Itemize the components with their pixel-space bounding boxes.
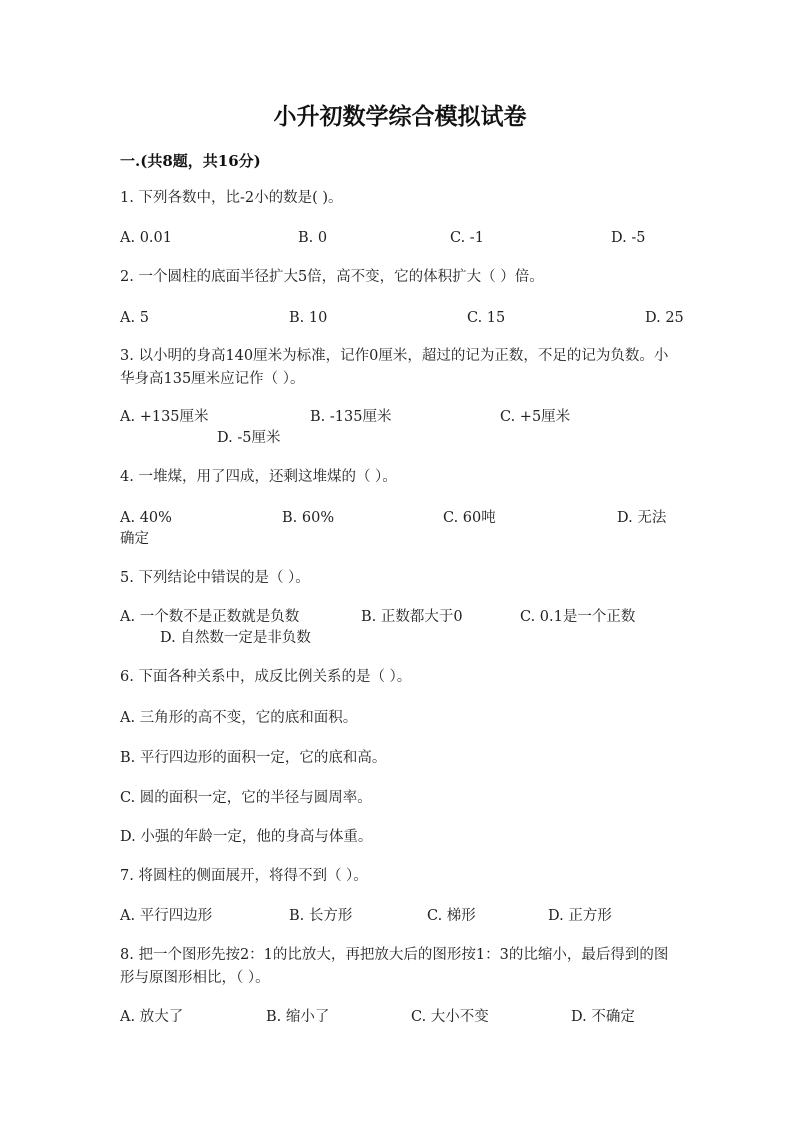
question-1: 1. 下列各数中，比-2小的数是( )。: [120, 190, 343, 206]
q3-option-a: A. +135厘米: [120, 409, 209, 425]
q1-option-a: A. 0.01: [120, 230, 172, 246]
q5-option-d: D. 自然数一定是非负数: [160, 630, 311, 646]
question-4: 4. 一堆煤，用了四成，还剩这堆煤的（ ）。: [120, 469, 397, 485]
q2-option-d: D. 25: [645, 310, 684, 326]
q3-option-d: D. -5厘米: [217, 430, 281, 446]
q6-option-a: A. 三角形的高不变，它的底和面积。: [120, 710, 358, 726]
q7-option-b: B. 长方形: [289, 908, 353, 924]
q4-option-d: D. 无法: [617, 510, 667, 526]
q3-option-c: C. +5厘米: [500, 409, 571, 425]
q8-option-b: B. 缩小了: [266, 1009, 330, 1025]
q7-option-a: A. 平行四边形: [120, 908, 213, 924]
question-8: 8. 把一个图形先按2：1的比放大，再把放大后的图形按1：3的比缩小，最后得到的图形与原图形相比，（ ）。: [120, 947, 669, 986]
question-2: 2. 一个圆柱的底面半径扩大5倍，高不变，它的体积扩大（ ）倍。: [120, 269, 544, 285]
question-3: 3. 以小明的身高140厘米为标准，记作0厘米，超过的记为正数，不足的记为负数。小华身高135厘米应记作（ ）。: [120, 348, 669, 387]
q7-option-c: C. 梯形: [427, 908, 476, 924]
q8-option-d: D. 不确定: [571, 1009, 635, 1025]
q8-option-c: C. 大小不变: [411, 1009, 489, 1025]
q3-option-b: B. -135厘米: [310, 409, 392, 425]
q5-option-a: A. 一个数不是正数就是负数: [120, 609, 300, 625]
q2-option-c: C. 15: [467, 310, 506, 326]
page-title: 小升初数学综合模拟试卷: [273, 103, 527, 130]
question-5: 5. 下列结论中错误的是（ ）。: [120, 570, 310, 586]
q5-option-c: C. 0.1是一个正数: [520, 609, 636, 625]
q4-option-d-wrap: 确定: [120, 531, 149, 547]
question-6: 6. 下面各种关系中，成反比例关系的是（ ）。: [120, 669, 412, 685]
q2-option-a: A. 5: [120, 310, 149, 326]
q6-option-c: C. 圆的面积一定，它的半径与圆周率。: [120, 790, 372, 806]
section-heading: 一.(共8题，共16分): [120, 152, 261, 170]
question-7: 7. 将圆柱的侧面展开，将得不到（ ）。: [120, 868, 368, 884]
q4-option-a: A. 40%: [120, 510, 172, 526]
q2-option-b: B. 10: [289, 310, 328, 326]
q8-option-a: A. 放大了: [120, 1009, 184, 1025]
q1-option-b: B. 0: [298, 230, 328, 246]
q7-option-d: D. 正方形: [548, 908, 612, 924]
q4-option-b: B. 60%: [282, 510, 335, 526]
q4-option-c: C. 60吨: [443, 510, 496, 526]
q1-option-d: D. -5: [611, 230, 646, 246]
q1-option-c: C. -1: [450, 230, 484, 246]
q6-option-b: B. 平行四边形的面积一定，它的底和高。: [120, 750, 387, 766]
q5-option-b: B. 正数都大于0: [361, 609, 463, 625]
q6-option-d: D. 小强的年龄一定，他的身高与体重。: [120, 829, 373, 845]
